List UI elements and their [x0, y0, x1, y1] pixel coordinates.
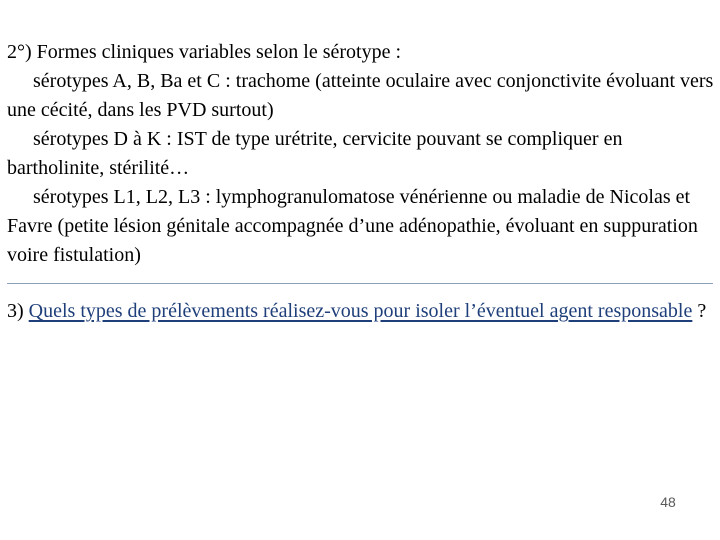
section-heading: 2°) Formes cliniques variables selon le sérotype :: [7, 41, 402, 63]
section-divider: [7, 283, 713, 284]
serotype-item-trachoma: [7, 67, 715, 125]
question-paragraph: [7, 297, 715, 326]
page-number: 48: [660, 494, 676, 510]
question-prefix: 3): [7, 300, 29, 322]
slide-content: [7, 38, 715, 326]
serotype-item-ist: [7, 125, 715, 183]
serotype-item-text: sérotypes A, B, Ba et C : trachome (atteinte oculaire avec conjonctivite évoluant vers une cécité, dans les PVD surtout): [7, 70, 714, 121]
serotype-item-text: sérotypes L1, L2, L3 : lymphogranulomatose vénérienne ou maladie de Nicolas et Favre (petite lésion génitale accompagnée d’une adénopathie, évoluant en suppuration voire fistulation): [7, 186, 698, 266]
question-suffix: ?: [692, 300, 707, 322]
question-hyperlink[interactable]: Quels types de prélèvements réalisez-vous pour isoler l’éventuel agent responsable: [28, 300, 693, 322]
serotype-item-lgv: [7, 183, 715, 270]
serotype-item-text: sérotypes D à K : IST de type urétrite, cervicite pouvant se compliquer en bartholinite, stérilité…: [7, 128, 623, 179]
